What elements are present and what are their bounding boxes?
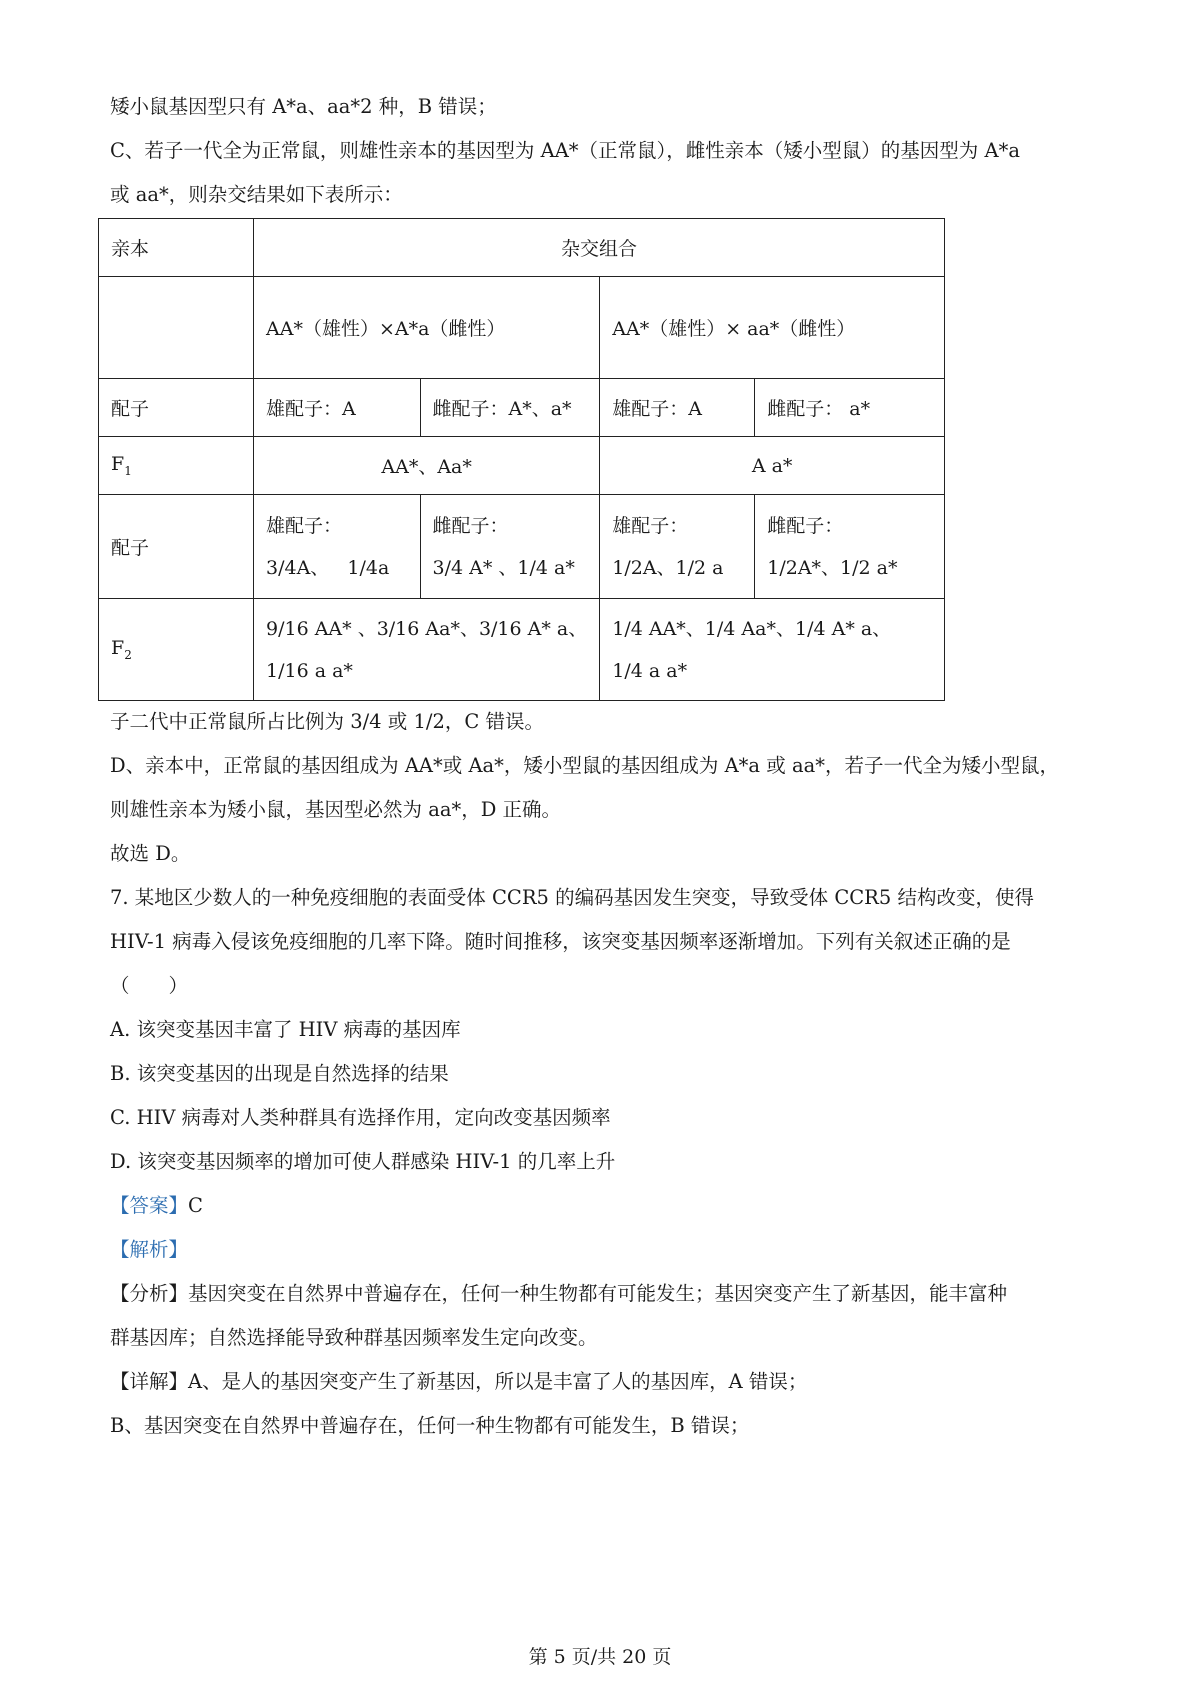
table-header: 杂交组合 <box>254 219 945 277</box>
f2-cross-1: 9/16 AA* 、3/16 Aa*、3/16 A* a、 1/16 a a* <box>254 599 600 701</box>
paragraph: 子二代中正常鼠所占比例为 3/4 或 1/2，C 错误。 <box>110 710 544 733</box>
gamete-male-1: 雄配子：A <box>254 379 421 437</box>
parent-label: 亲本 <box>99 219 254 277</box>
paragraph: C、若子一代全为正常鼠，则雄性亲本的基因型为 AA*（正常鼠），雌性亲本（矮小型鼠）的基因型为 A*a <box>110 139 1020 162</box>
analysis-text: 【分析】基因突变在自然界中普遍存在，任何一种生物都有可能发生；基因突变产生了新基因，能丰富种 <box>110 1282 1008 1305</box>
gamete-male-4: 雄配子： 1/2A、1/2 a <box>600 495 755 599</box>
option-d: D. 该突变基因频率的增加可使人群感染 HIV-1 的几率上升 <box>110 1150 616 1173</box>
f1-cross-1: AA*、Aa* <box>254 437 600 495</box>
option-c: C. HIV 病毒对人类种群具有选择作用，定向改变基因频率 <box>110 1106 611 1129</box>
analysis-text: B、基因突变在自然界中普遍存在，任何一种生物都有可能发生，B 错误； <box>110 1414 750 1437</box>
paragraph: 或 aa*，则杂交结果如下表所示： <box>110 183 403 206</box>
cross-1: AA*（雄性）×A*a（雌性） <box>254 277 600 379</box>
question-stem: HIV-1 病毒入侵该免疫细胞的几率下降。随时间推移，该突变基因频率逐渐增加。下列有关叙述正确的是 <box>110 930 1011 953</box>
question-stem: （ ） <box>110 974 189 997</box>
paragraph: 矮小鼠基因型只有 A*a、aa*2 种，B 错误； <box>110 95 497 118</box>
gamete-female-3: 雌配子： 3/4 A* 、1/4 a* <box>420 495 600 599</box>
answer <box>110 1193 1100 1219</box>
cross-2: AA*（雄性）× aa*（雌性） <box>600 277 945 379</box>
paragraph: D、亲本中，正常鼠的基因组成为 AA*或 Aa*，矮小型鼠的基因组成为 A*a 或 aa*，若子一代全为矮小型鼠， <box>110 754 1059 777</box>
gamete-female-4: 雌配子： 1/2A*、1/2 a* <box>755 495 945 599</box>
f2-cross-2: 1/4 AA*、1/4 Aa*、1/4 A* a、 1/4 a a* <box>600 599 945 701</box>
question-stem: 7. 某地区少数人的一种免疫细胞的表面受体 CCR5 的编码基因发生突变，导致受体 CCR5 结构改变，使得 <box>110 886 1034 909</box>
f2-label: $F_2$ <box>99 599 254 701</box>
gamete2-label: 配子 <box>99 495 254 599</box>
f1-cross-2: A a* <box>600 437 945 495</box>
paragraph: 则雄性亲本为矮小鼠，基因型必然为 aa*，D 正确。 <box>110 798 562 821</box>
gamete-male-3: 雄配子： 3/4A、 1/4a <box>254 495 421 599</box>
gamete-label: 配子 <box>99 379 254 437</box>
cross-table <box>98 218 945 701</box>
gamete-female-1: 雌配子：A*、a* <box>420 379 600 437</box>
f1-label: $F_1$ <box>99 437 254 495</box>
answer-label: 【答案】 <box>110 1194 189 1217</box>
empty-cell <box>99 277 254 379</box>
analysis-text: 【详解】A、是人的基因突变产生了新基因，所以是丰富了人的基因库，A 错误； <box>110 1370 808 1393</box>
option-a: A. 该突变基因丰富了 HIV 病毒的基因库 <box>110 1018 461 1041</box>
gamete-male-2: 雄配子：A <box>600 379 755 437</box>
option-b: B. 该突变基因的出现是自然选择的结果 <box>110 1062 449 1085</box>
analysis-text: 群基因库；自然选择能导致种群基因频率发生定向改变。 <box>110 1326 598 1349</box>
gamete-female-2: 雌配子： a* <box>755 379 945 437</box>
paragraph: 故选 D。 <box>110 842 191 865</box>
analysis-label: 【解析】 <box>110 1238 189 1261</box>
answer-value: C <box>188 1194 203 1217</box>
document-body <box>110 94 1100 1439</box>
page-footer: 第 5 页/共 20 页 <box>528 1646 672 1668</box>
